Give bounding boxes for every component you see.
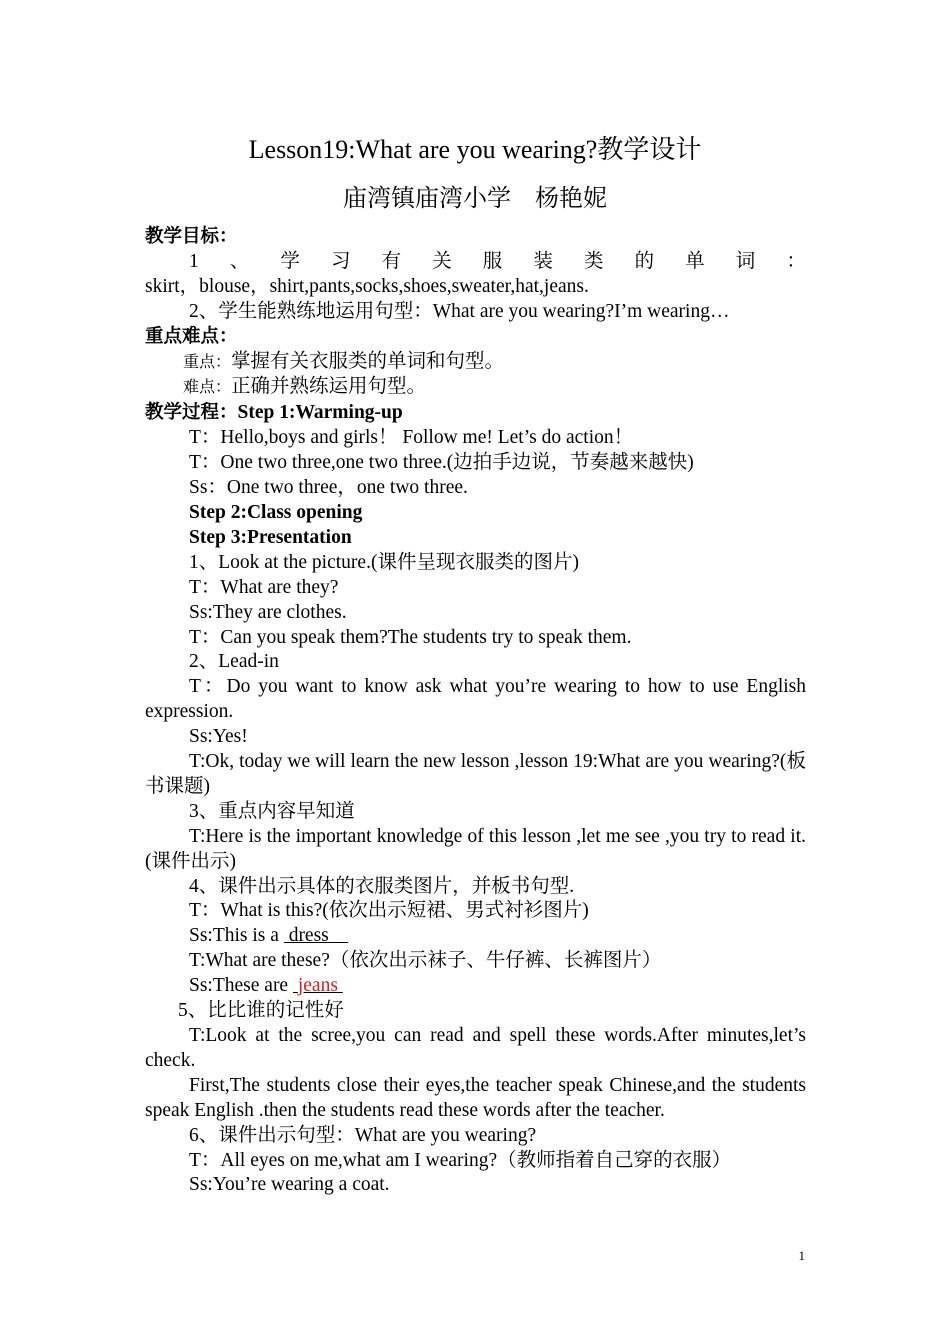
answer-dress: dress [283, 925, 334, 947]
line-18 [145, 974, 806, 999]
objective-1-char: 有 [381, 250, 402, 272]
line-16 [145, 924, 806, 949]
step-1-title: Step 1:Warming-up [237, 402, 403, 424]
key-point-text: 掌握有关衣服类的单词和句型。 [231, 350, 505, 372]
author-line: 庙湾镇庙湾小学 杨艳妮 [343, 186, 607, 212]
line-13: T:Here is the important knowledge of this lesson ,let me see ,you try to read it.(课件出示) [145, 825, 806, 872]
objectives-heading: 教学目标： [145, 226, 238, 247]
line-1: T：Hello,boys and girls！ Follow me! Let’s do action！ [189, 427, 634, 449]
line-16-prefix: Ss:This is a [189, 925, 284, 947]
objective-1-char: 类 [583, 250, 604, 272]
line-8: 2、Lead-in [189, 651, 279, 673]
line-15: T：What is this?(依次出示短裙、男式衬衫图片) [189, 900, 589, 922]
difficult-point-text: 正确并熟练运用句型。 [231, 376, 427, 398]
line-20: T:Look at the scree,you can read and spell these words.After minutes,let’s check. [145, 1025, 806, 1071]
objective-1-char: 、 [229, 250, 250, 272]
objective-1-char: 学 [280, 250, 300, 272]
objective-1-char: 1 [189, 250, 199, 272]
step-2-title: Step 2:Class opening [189, 501, 363, 523]
objective-1-char: 装 [533, 250, 553, 272]
line-3: Ss：One two three，one two three. [189, 477, 468, 499]
line-10: Ss:Yes! [189, 726, 248, 748]
objective-2: 2、学生能熟练地运用句型：What are you wearing?I’m wearing… [189, 300, 730, 322]
process-heading-line [145, 401, 806, 426]
key-point [145, 350, 806, 376]
line-5: T：What are they? [189, 576, 339, 598]
line-9: T：Do you want to know ask what you’re wearing to how to use English expression. [145, 676, 806, 723]
page-number: 1 [798, 1248, 805, 1263]
line-2: T：One two three,one two three.(边拍手边说，节奏越来越快) [189, 452, 694, 474]
objective-1-char: 习 [331, 250, 351, 272]
line-23: T：All eyes on me,what am I wearing?（教师指着自己穿的衣服） [189, 1149, 732, 1171]
line-11: T:Ok, today we will learn the new lesson ,lesson 19:What are you wearing?(板书课题) [145, 751, 806, 797]
keypoints-heading: 重点难点： [145, 325, 238, 347]
blank-tail [334, 925, 349, 946]
line-22: 6、课件出示句型：What are you wearing? [189, 1124, 537, 1146]
line-24: Ss:You’re wearing a coat. [189, 1174, 390, 1196]
objective-1-line [145, 250, 806, 275]
line-21: First,The students close their eyes,the teacher speak Chinese,and the students speak English .then the students read these words after the teacher. [145, 1074, 806, 1121]
objective-1-words: skirt，blouse，shirt,pants,socks,shoes,sweater,hat,jeans. [145, 275, 589, 297]
line-17: T:What are these?（依次出示袜子、牛仔裤、长裤图片） [189, 950, 662, 972]
objective-1-char: 的 [634, 250, 655, 272]
difficult-point-label: 难点： [183, 379, 232, 397]
objective-1-char: 服 [482, 250, 503, 272]
blank-tail-2 [338, 975, 343, 996]
objective-1-char: ： [786, 250, 806, 272]
objective-1-char: 单 [685, 250, 705, 272]
page-title: Lesson19:What are you wearing?教学设计 [248, 135, 702, 164]
answer-jeans: jeans [297, 975, 338, 997]
document-body [145, 225, 806, 1198]
difficult-point [145, 375, 806, 401]
line-18-prefix: Ss:These are [189, 975, 293, 997]
key-point-label: 重点： [183, 353, 232, 371]
line-7: T：Can you speak them?The students try to speak them. [189, 626, 632, 648]
objective-1-char: 词 [735, 250, 756, 272]
line-19: 5、比比谁的记性好 [178, 1000, 344, 1022]
process-heading: 教学过程： [145, 402, 238, 424]
line-14: 4、课件出示具体的衣服类图片，并板书句型. [189, 875, 575, 897]
line-12: 3、重点内容早知道 [189, 800, 355, 822]
objective-1-char: 关 [432, 250, 452, 272]
step-3-title: Step 3:Presentation [189, 526, 352, 548]
line-6: Ss:They are clothes. [189, 601, 347, 623]
line-4: 1、Look at the picture.(课件呈现衣服类的图片) [189, 551, 579, 573]
